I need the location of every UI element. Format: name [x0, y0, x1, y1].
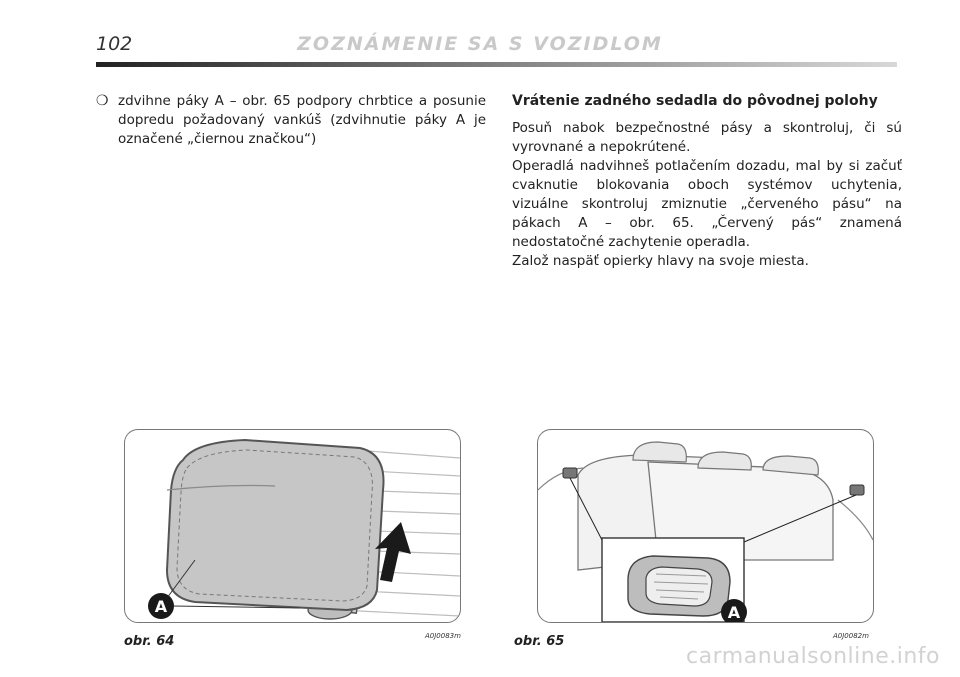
figure-headrest — [124, 429, 461, 623]
figure-65-code: A0J0082m — [833, 632, 869, 640]
paragraph-headrests: Založ naspäť opierky hlavy na svoje miesta. — [512, 253, 809, 269]
page-number: 102 — [96, 33, 133, 55]
bullet-item — [96, 92, 486, 149]
figure-64-label: A — [154, 597, 168, 616]
rear-seat-illustration — [538, 430, 873, 622]
right-column — [512, 92, 902, 271]
figure-rear-seat — [537, 429, 874, 623]
figure-64-code: A0J0083m — [425, 632, 461, 640]
bullet-text: zdvihne páky A – obr. 65 podpory chrbtice a posunie dopredu požadovaný vankúš (zdvihnutie páky A je označené „čiernou značkou“) — [118, 93, 486, 147]
paragraph-belts: Posuň nabok bezpečnostné pásy a skontroluj, či sú vyrovnané a nepokrútené. — [512, 120, 902, 155]
figure-65-label: A — [727, 603, 741, 622]
section-title: ZOZNÁMENIE SA S VOZIDLOM — [297, 33, 663, 55]
figure-64-caption: obr. 64 — [124, 634, 175, 649]
left-column — [96, 92, 486, 149]
paragraph-backrest: Operadlá nadvihneš potlačením dozadu, mal by si začuť cvaknutie blokovania oboch systémov uchytenia, vizuálne skontroluj zmiznutie „červeného pásu“ na pákach A – obr. 65. „Červený pás“ znamená nedostatočné zachytenie operadla. — [512, 158, 902, 250]
header-rule — [96, 62, 897, 67]
watermark: carmanualsonline.info — [686, 644, 940, 669]
right-heading: Vrátenie zadného sedadla do pôvodnej polohy — [512, 93, 878, 109]
headrest-illustration — [125, 430, 460, 622]
figure-65-caption: obr. 65 — [514, 634, 565, 649]
bullet-circle-icon: ❍ — [96, 93, 109, 109]
